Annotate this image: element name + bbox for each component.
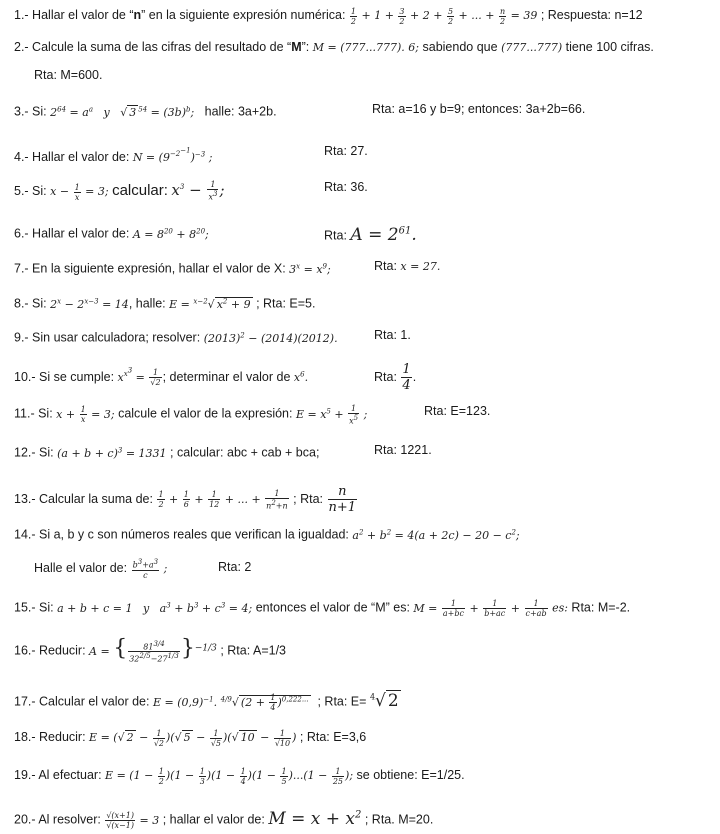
- problem-15-mid: entonces el valor de “M” es:: [255, 600, 410, 615]
- problem-1-math: $\frac{1}{2}$ + 1 + $\frac{3}{2}$ + 2 + $\frac{5}{2}$ + ... + $\frac{n}{2}$ = 39: [350, 6, 538, 26]
- problem-9-lead: 9.- Sin usar calculadora; resolver:: [14, 330, 201, 345]
- problem-16-answer: ; Rta: A=1/3: [220, 643, 286, 658]
- problem-4-answer: Rta: 27.: [324, 144, 368, 158]
- problem-15-math2: M = $\frac{1}{a+bc}$ + $\frac{1}{b+ac}$ + $\frac{1}{c+ab}$: [413, 599, 547, 619]
- problem-6: [14, 222, 209, 244]
- problem-14-b-lead: Halle el valor de:: [34, 560, 128, 575]
- problem-17: [14, 688, 401, 712]
- problem-8-math: $2^x - 2^{x-3} = 14$: [50, 297, 129, 311]
- problem-2-tail: ”:: [301, 40, 310, 54]
- problem-16: [14, 635, 286, 664]
- problem-11-lead: 11.- Si:: [14, 406, 53, 421]
- problem-17-lead: 17.- Calcular el valor de:: [14, 694, 150, 709]
- problem-20-lead: 20.- Al resolver:: [14, 812, 101, 827]
- problem-4-lead: 4.- Hallar el valor de:: [14, 149, 130, 164]
- problem-2-math: M = (777...777). 6;: [312, 41, 420, 54]
- problem-20-answer: ; Rta. M=20.: [364, 812, 434, 827]
- problem-6-lead: 6.- Hallar el valor de:: [14, 226, 130, 241]
- problem-17-answer-math: $^4$√ 2: [369, 690, 399, 711]
- problem-11-answer: Rta: E=123.: [424, 404, 491, 418]
- problem-2-lead: 2.- Calcule la suma de las cifras del resultado de “: [14, 40, 292, 54]
- problem-20: [14, 806, 433, 830]
- problem-15-answer: Rta: M=-2.: [571, 600, 631, 615]
- problem-15: [14, 596, 630, 618]
- problem-1-bold: n: [133, 8, 142, 22]
- problem-6-math: $A = 8^{20} + 8^{20}$;: [132, 227, 209, 241]
- problem-15-lead: 15.- Si:: [14, 600, 54, 615]
- problem-13: [14, 484, 358, 515]
- problem-8-mid: , halle:: [128, 296, 166, 311]
- problem-3: [14, 100, 277, 122]
- problem-7-answer-math: x = 27.: [400, 260, 441, 273]
- problem-6-answer: Rta:: [324, 228, 347, 243]
- problem-1-tail: ” en la siguiente expresión numérica:: [141, 8, 346, 22]
- problem-18-lead: 18.- Reducir:: [14, 730, 86, 744]
- problem-20-math: $\frac{√(x+1)}{√(x-1)}$ = 3: [106, 811, 160, 831]
- problem-13-lead: 13.- Calcular la suma de:: [14, 491, 153, 506]
- problem-8-lead: 8.- Si:: [14, 296, 47, 311]
- problem-5-math: x − $\frac{1}{x}$ = 3;: [50, 182, 109, 202]
- problem-7-math: $3^x = x^9$;: [289, 262, 331, 276]
- problem-10-answer-row: Rta: $\frac{1}{4}$ .: [374, 362, 417, 393]
- problem-4: [14, 142, 212, 167]
- problem-18-answer: ; Rta: E=3,6: [299, 730, 367, 744]
- problem-11-math2: $E = x^5$ + $\frac{1}{x^5}$ ;: [295, 403, 368, 426]
- problem-19-lead: 19.- Al efectuar:: [14, 768, 102, 782]
- problem-2-bold: M: [291, 40, 302, 54]
- problem-18-math: E = (√ 2 − $\frac{1}{√2}$ )(√ 5 − $\frac{1}{√5}$ )(√ 10 − $\frac{1}{√10}$ ): [89, 728, 297, 748]
- problem-8-answer: ; Rta: E=5.: [256, 296, 316, 311]
- problem-4-math: $N = (9^{-2^{-1}})^{-3}$ ;: [132, 147, 213, 164]
- problem-10-math: $x^{x^3}$ = $\frac{1}{√2}$: [117, 367, 161, 388]
- problem-14-lead: 14.- Si a, b y c son números reales que verifican la igualdad:: [14, 527, 349, 542]
- problem-3-mid: halle: 3a+2b.: [204, 104, 277, 119]
- problem-5-answer: Rta: 36.: [324, 180, 368, 194]
- problem-5-mid: calcular:: [112, 182, 168, 199]
- problem-11-mid: calcule el valor de la expresión:: [118, 406, 293, 421]
- problem-10-answer-math: $\frac{1}{4}$: [402, 362, 411, 393]
- problem-2-math2: (777...777): [501, 41, 563, 54]
- problem-7-lead: 7.- En la siguiente expresión, hallar el valor de X:: [14, 261, 286, 276]
- problem-8: [14, 292, 315, 314]
- problem-2-end: tiene 100 cifras.: [565, 40, 654, 54]
- problem-19-answer: se obtiene: E=1/25.: [356, 768, 465, 782]
- problem-12-answer: Rta: 1221.: [374, 443, 432, 457]
- problem-15-math: a + b + c = 1 y $a^3 + b^3 + c^3 = 4$;: [57, 601, 253, 615]
- problem-7: [14, 257, 331, 279]
- problem-16-math: A = { $\frac{81^{3/4}}{32^{2/5}-27^{1/3}}$ }$^{-1/3}$: [89, 635, 217, 664]
- problem-19-math: E = (1 − $\frac{1}{2}$ )(1 − $\frac{1}{3}$ )(1 − $\frac{1}{4}$ )(1 − $\frac{1}{5}$ )...(1 − $\frac{1}{25}$ );: [105, 766, 354, 786]
- problem-10-lead: 10.- Si se cumple:: [14, 369, 115, 384]
- problem-9-answer: Rta: 1.: [374, 328, 411, 342]
- problem-10: [14, 362, 308, 387]
- problem-5-lead: 5.- Si:: [14, 184, 47, 198]
- problem-5-math2: $x^3$ − $\frac{1}{x^3}$ ;: [171, 180, 225, 202]
- problem-13-answer: ; Rta:: [293, 491, 324, 506]
- problem-19: [14, 766, 465, 786]
- problem-5: [14, 178, 225, 202]
- problem-10-mid: ; determinar el valor de: [162, 369, 291, 384]
- problem-3-lead: 3.- Si:: [14, 104, 47, 119]
- problem-12-mid: ; calcular: abc + cab + bca;: [170, 445, 320, 460]
- problem-9-math: $(2013)^2 - (2014)(2012)$.: [203, 331, 338, 345]
- problem-12: [14, 441, 319, 463]
- problem-17-answer: ; Rta: E=: [317, 694, 367, 709]
- problem-14-b-math: $\frac{b^3+a^3}{c}$ ;: [132, 558, 168, 580]
- problem-1: [14, 6, 643, 26]
- problem-14-answer: Rta: 2: [218, 560, 252, 574]
- problem-9: [14, 326, 338, 348]
- problem-13-answer-math: $\frac{n}{n+1}$: [328, 484, 357, 515]
- problem-2: [14, 38, 654, 57]
- problem-16-lead: 16.- Reducir:: [14, 643, 86, 658]
- problem-14-b: [34, 558, 167, 580]
- problem-12-math: $(a + b + c)^3 = 1331$: [57, 446, 167, 460]
- problem-10-math2: $x^6$.: [293, 370, 309, 384]
- problem-18: [14, 728, 366, 748]
- problem-20-math2: $M = x + x^2$: [268, 808, 362, 829]
- problem-12-lead: 12.- Si:: [14, 445, 54, 460]
- problem-6-answer-row: [324, 222, 417, 245]
- problem-15-end: es:: [552, 601, 568, 615]
- problem-1-lead: 1.- Hallar el valor de “: [14, 8, 134, 22]
- problem-7-answer: Rta:: [374, 259, 397, 273]
- problem-10-answer: Rta:: [374, 369, 397, 384]
- problem-17-math: $E = (0,9)^{-1}$. $^{4/9}$√ (2 + $\frac{1}{4}$ )$^{0,222...}$: [152, 693, 309, 713]
- problem-2-mid: sabiendo que: [422, 40, 498, 54]
- problem-11-math: x + $\frac{1}{x}$ = 3;: [56, 405, 115, 425]
- problem-14-math: $a^2 + b^2 = 4(a + 2c) - 20 - c^2$;: [352, 528, 520, 542]
- problem-6-answer-math: $A = 2^{61}$.: [350, 224, 417, 245]
- problem-8-math2: E = $^{x-2}$√ $x^2 + 9$: [169, 297, 251, 311]
- problem-13-math: $\frac{1}{2}$ + $\frac{1}{6}$ + $\frac{1}{12}$ + ... + $\frac{1}{n^2+n}$: [158, 488, 288, 511]
- problem-3-answer: Rta: a=16 y b=9; entonces: 3a+2b=66.: [372, 102, 586, 116]
- problem-7-answer-row: [374, 257, 440, 276]
- problem-20-mid: ; hallar el valor de:: [162, 812, 265, 827]
- problem-11: [14, 402, 367, 425]
- problem-14: [14, 523, 520, 545]
- problem-2-answer: Rta: M=600.: [34, 68, 103, 82]
- problem-3-math: $2^{64} = a^a$ y √ 3 $^{54} = (3b)^b$;: [50, 105, 195, 119]
- problem-1-answer: ; Respuesta: n=12: [540, 8, 643, 22]
